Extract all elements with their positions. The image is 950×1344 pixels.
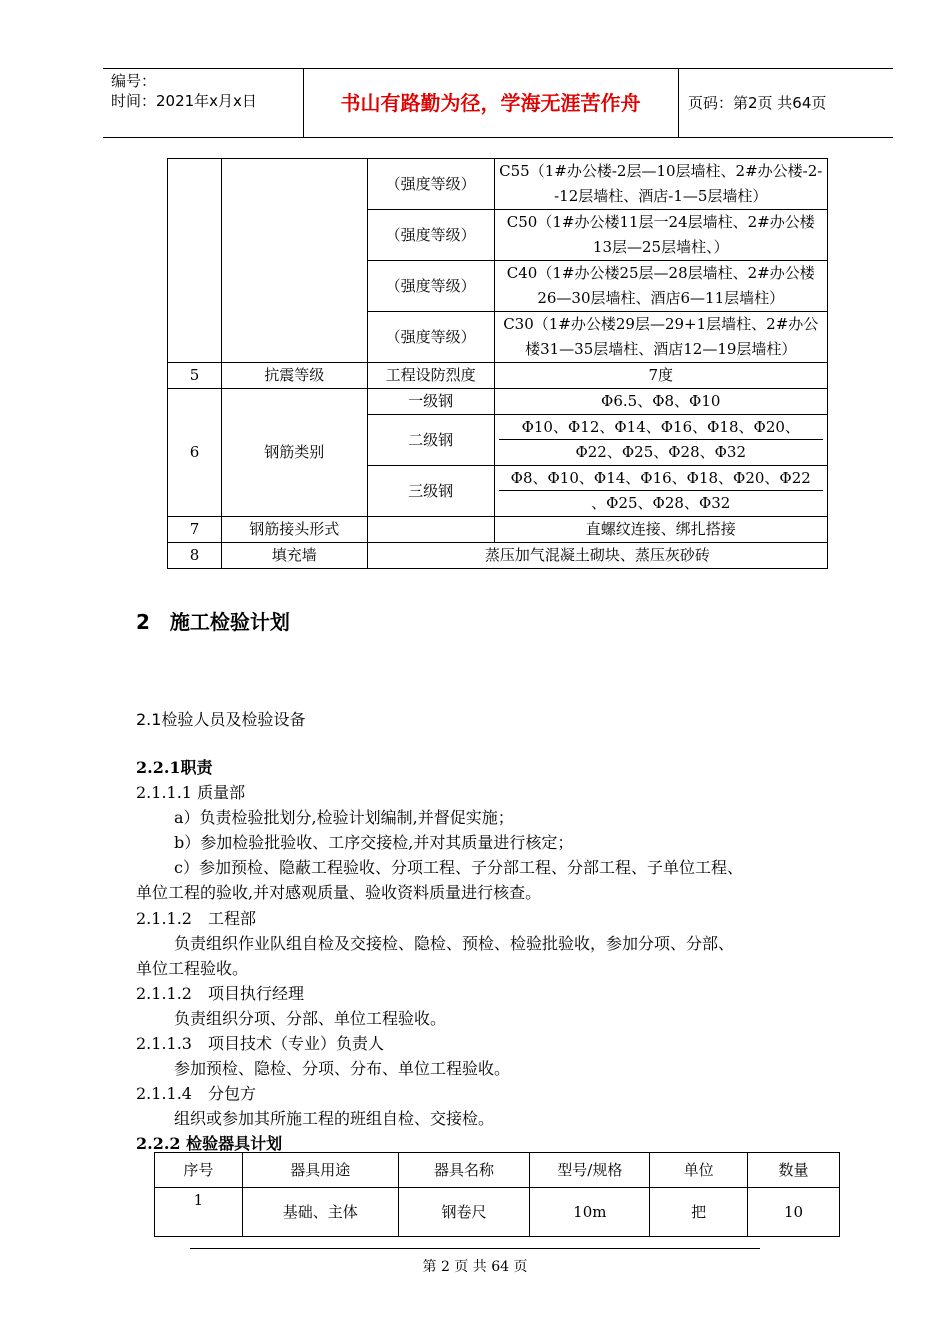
item-name: 填充墙 (221, 543, 367, 569)
rebar-sizes-line: Φ22、Φ25、Φ28、Φ32 (575, 443, 747, 461)
tools-table (154, 1152, 840, 1237)
spec-table (167, 158, 828, 569)
column-header: 数量 (748, 1153, 840, 1188)
rebar-grade: 三级钢 (367, 466, 494, 517)
table-row (168, 389, 828, 415)
item-sub: 工程设防烈度 (367, 363, 494, 389)
column-header: 器具用途 (242, 1153, 398, 1188)
table-cell: 把 (650, 1188, 748, 1237)
paragraph: b）参加检验批验收、工序交接检,并对其质量进行核定； (174, 833, 574, 853)
heading-tools: 2.2.2 检验器具计划 (136, 1134, 283, 1154)
item-value: 7度 (494, 363, 828, 389)
paragraph: 负责组织分项、分部、单位工程验收。 (174, 1008, 447, 1028)
paragraph: 2.1.1.1 质量部 (136, 783, 246, 803)
subsection-heading: 2.1检验人员及检验设备 (136, 710, 306, 729)
strength-value: C30（1#办公楼29层—29+1层墙柱、2#办公楼31—35层墙柱、酒店12—19层墙柱） (494, 312, 828, 363)
item-name: 钢筋接头形式 (221, 517, 367, 543)
strength-label: （强度等级） (367, 210, 494, 261)
header-number: 编号： (111, 72, 157, 90)
header-date: 时间：2021年x月x日 (111, 92, 257, 110)
paragraph: a）负责检验批划分,检验计划编制,并督促实施； (174, 808, 514, 828)
paragraph: 单位工程的验收,并对感观质量、验收资料质量进行核查。 (136, 883, 542, 903)
rebar-sizes (494, 466, 828, 517)
footer-rule (190, 1248, 760, 1249)
strength-value: C55（1#办公楼-2层—10层墙柱、2#办公楼-2--12层墙柱、酒店-1—5层墙柱） (494, 159, 828, 210)
paragraph: 2.1.1.3 项目技术（专业）负责人 (136, 1034, 384, 1054)
paragraph: 负责组织作业队组自检及交接检、隐检、预检、检验批验收，参加分项、分部、 (174, 933, 735, 953)
rebar-sizes (494, 415, 828, 466)
column-header: 器具名称 (398, 1153, 530, 1188)
rebar-sizes-line: 、Φ25、Φ28、Φ32 (591, 494, 731, 512)
table-header-row (155, 1153, 840, 1188)
rebar-sizes-line: Φ10、Φ12、Φ14、Φ16、Φ18、Φ20、 (499, 415, 824, 440)
paragraph: c）参加预检、隐蔽工程验收、分项工程、子分部工程、分部工程、子单位工程、 (174, 858, 743, 878)
paragraph: 2.1.1.2 工程部 (136, 908, 256, 928)
rebar-grade: 一级钢 (367, 389, 494, 415)
column-header: 序号 (155, 1153, 243, 1188)
row-number: 8 (168, 543, 222, 569)
table-cell: 基础、主体 (242, 1188, 398, 1237)
rebar-grade: 二级钢 (367, 415, 494, 466)
page-footer: 第 2 页 共 64 页 (422, 1259, 528, 1275)
strength-label: （强度等级） (367, 261, 494, 312)
rebar-sizes-line: Φ8、Φ10、Φ14、Φ16、Φ18、Φ20、Φ22 (499, 466, 824, 491)
paragraph: 2.1.1.2 项目执行经理 (136, 983, 304, 1003)
strength-value: C50（1#办公楼11层一24层墙柱、2#办公楼13层—25层墙柱、） (494, 210, 828, 261)
heading-duties: 2.2.1职责 (136, 758, 213, 777)
table-row (155, 1188, 840, 1237)
item-value: 蒸压加气混凝土砌块、蒸压灰砂砖 (367, 543, 827, 569)
table-cell: 钢卷尺 (398, 1188, 530, 1237)
paragraph: 组织或参加其所施工程的班组自检、交接检。 (174, 1109, 495, 1129)
table-row (168, 543, 828, 569)
rebar-sizes: Φ6.5、Φ8、Φ10 (494, 389, 828, 415)
header-page: 页码：第2页 共64页 (688, 94, 827, 112)
row-number: 6 (168, 389, 222, 517)
column-header: 型号/规格 (530, 1153, 650, 1188)
row-number: 5 (168, 363, 222, 389)
table-row (168, 363, 828, 389)
item-name: 抗震等级 (221, 363, 367, 389)
strength-label: （强度等级） (367, 159, 494, 210)
body-text (136, 755, 856, 1157)
header-motto: 书山有路勤为径，学海无涯苦作舟 (340, 91, 641, 115)
column-header: 单位 (650, 1153, 748, 1188)
item-value: 直螺纹连接、绑扎搭接 (494, 517, 828, 543)
table-cell: 10 (748, 1188, 840, 1237)
header-meta (111, 71, 301, 111)
page-header (103, 68, 893, 138)
strength-value: C40（1#办公楼25层—28层墙柱、2#办公楼26—30层墙柱、酒店6—11层墙柱） (494, 261, 828, 312)
table-row (168, 517, 828, 543)
strength-label: （强度等级） (367, 312, 494, 363)
section-heading: 2 施工检验计划 (136, 610, 290, 634)
table-row (168, 159, 828, 210)
paragraph: 2.1.1.4 分包方 (136, 1084, 256, 1104)
table-cell: 1 (155, 1188, 243, 1237)
row-number: 7 (168, 517, 222, 543)
paragraph: 参加预检、隐检、分项、分布、单位工程验收。 (174, 1059, 511, 1079)
table-cell: 10m (530, 1188, 650, 1237)
header-divider (678, 69, 679, 137)
item-name: 钢筋类别 (221, 389, 367, 517)
paragraph: 单位工程验收。 (136, 958, 249, 978)
